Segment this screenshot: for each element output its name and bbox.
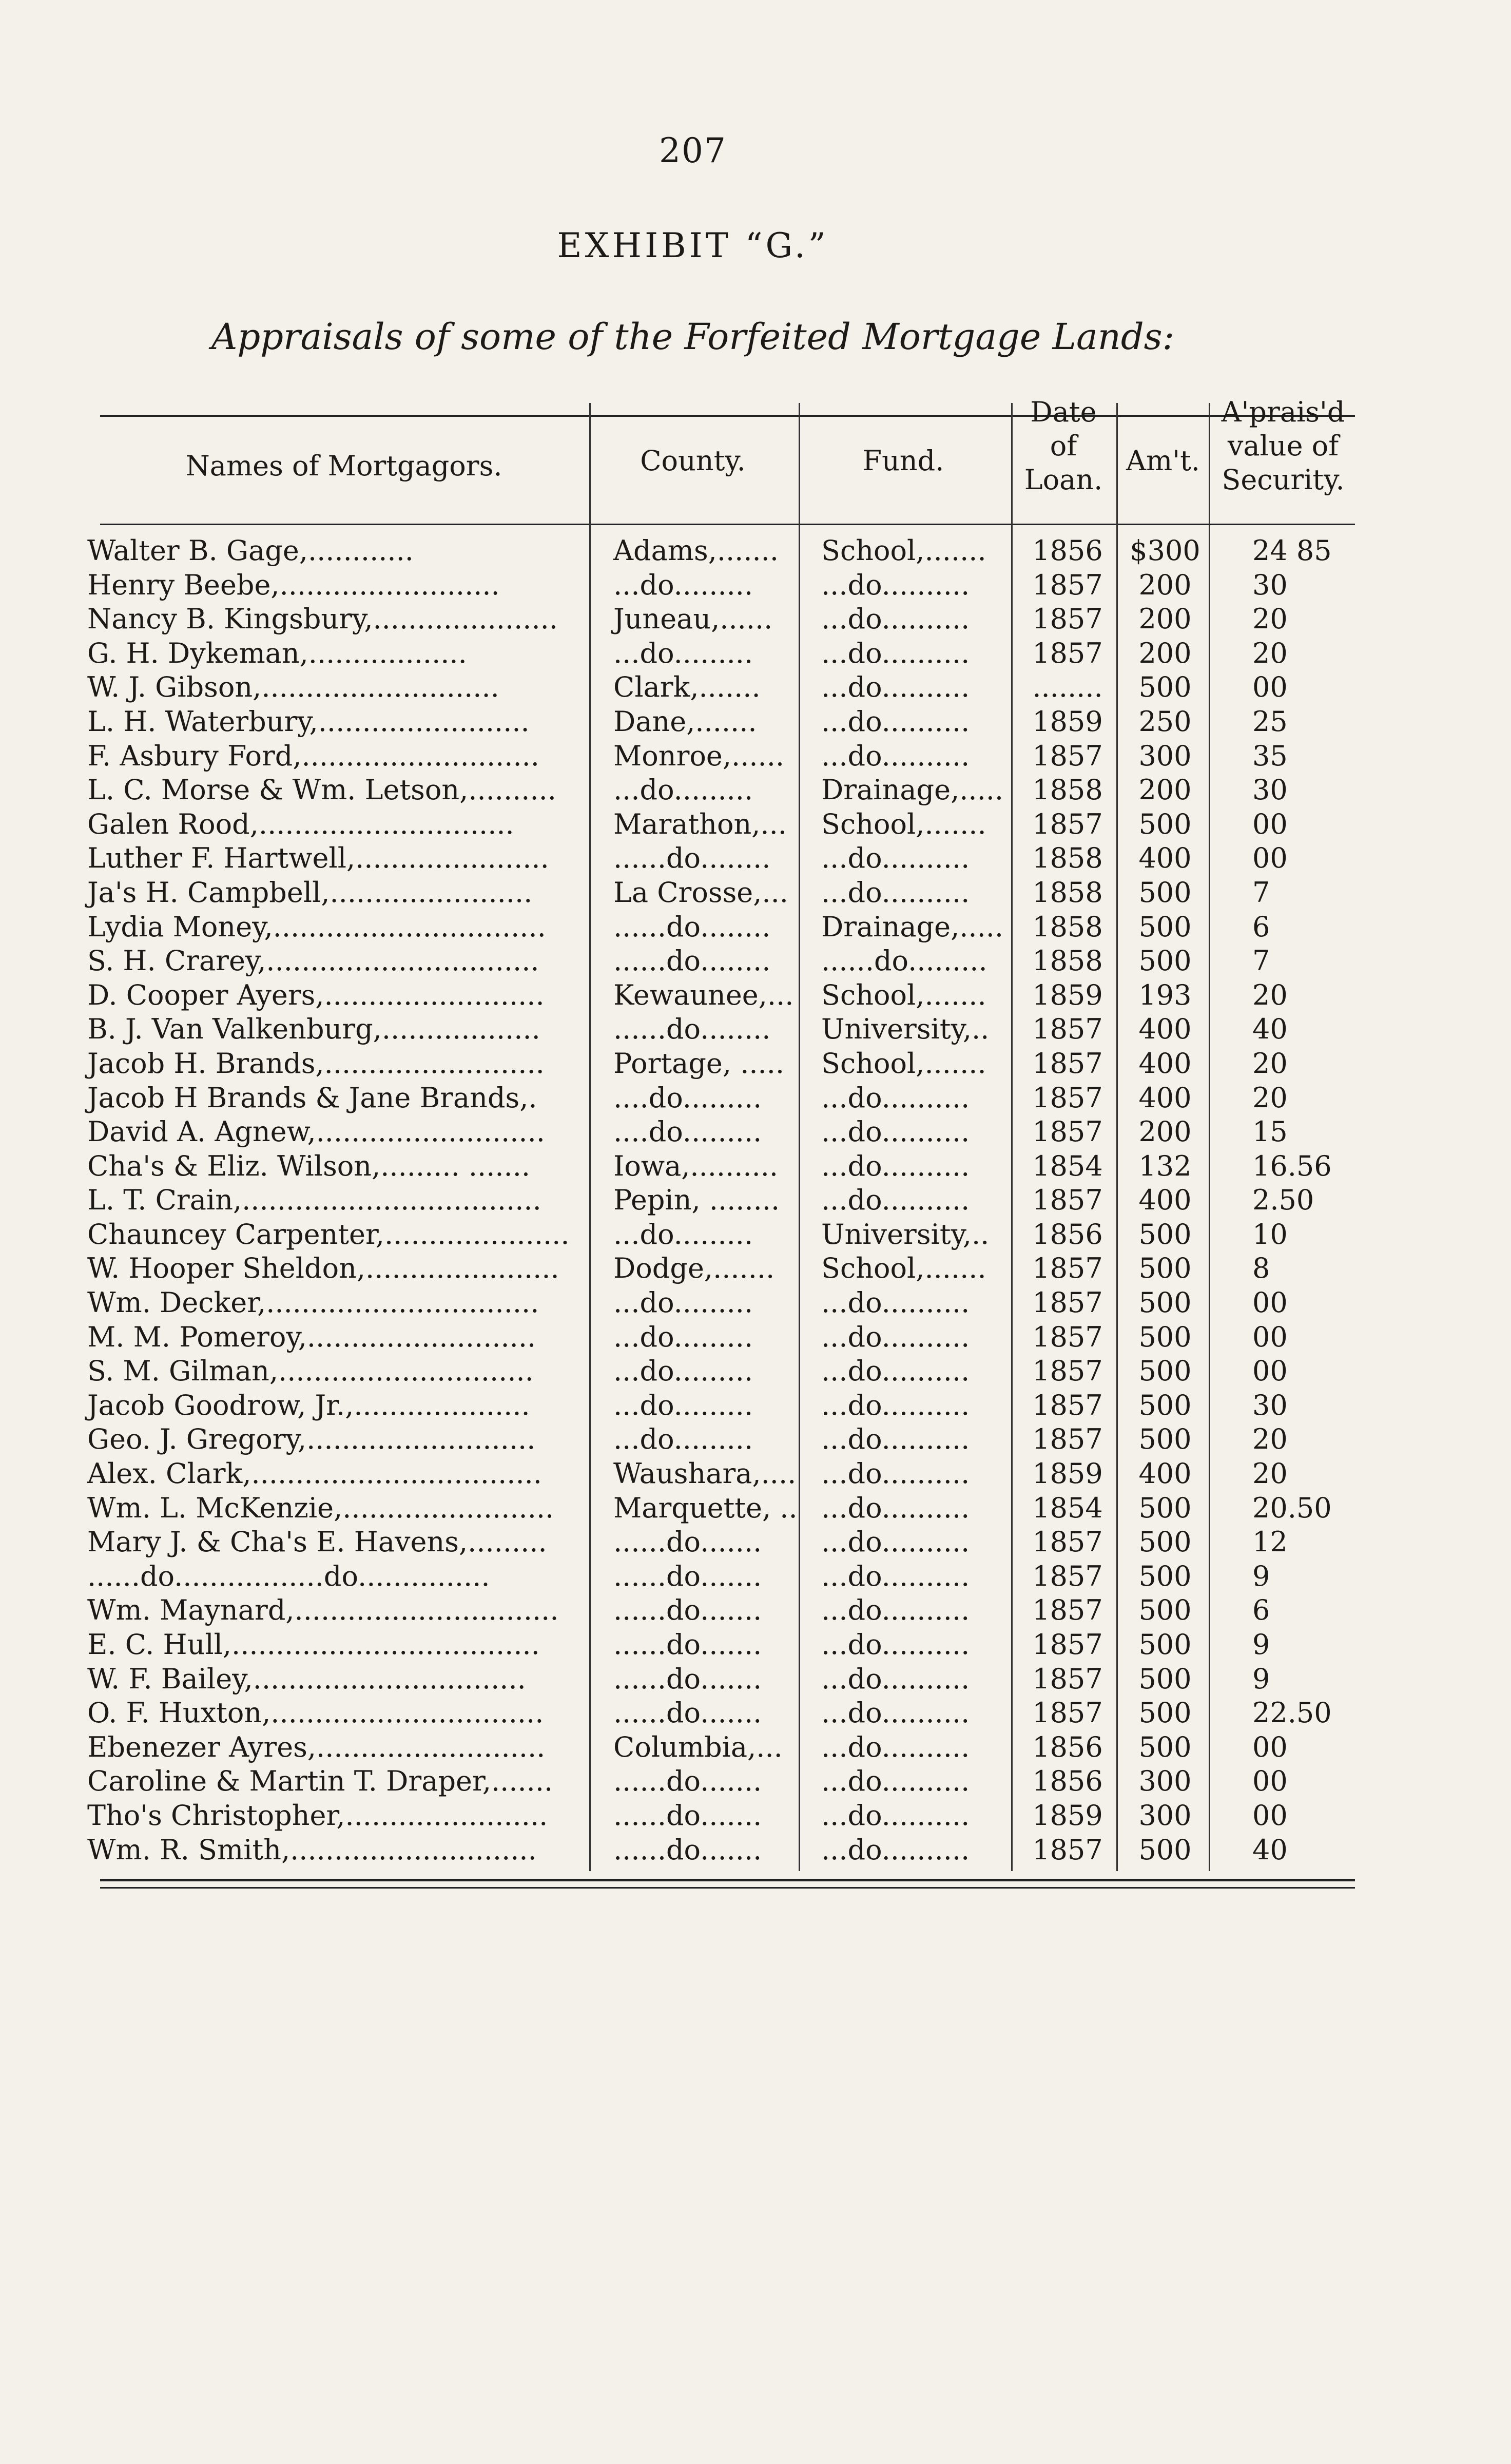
cell-date: 1858 [1032, 842, 1103, 875]
cell-date: 1857 [1032, 1662, 1103, 1695]
table-row [0, 739, 1511, 774]
page-number: 207 [659, 131, 727, 170]
cell-county: Clark,....... [613, 671, 761, 704]
cell-fund: ...do.......... [821, 876, 970, 909]
table-row [0, 1833, 1511, 1868]
cell-county: Kewaunee,... [613, 978, 794, 1011]
cell-name: Lydia Money,............................... [87, 910, 546, 943]
cell-county: Pepin, ........ [613, 1184, 780, 1217]
cell-date: 1857 [1032, 1560, 1103, 1592]
table-row [0, 1149, 1511, 1184]
cell-fund: Drainage,..... [821, 774, 1004, 806]
cell-name: O. F. Huxton,............................... [87, 1697, 544, 1729]
cell-date: 1859 [1032, 1799, 1103, 1832]
cell-county: ......do........ [613, 910, 771, 943]
cell-fund: ...do.......... [821, 637, 970, 669]
cell-amount: 400 [1138, 1457, 1192, 1490]
cell-name: Luther F. Hartwell,...................... [87, 842, 549, 875]
table-row [0, 602, 1511, 637]
cell-fund: ...do.......... [821, 1320, 970, 1353]
cell-name: Geo. J. Gregory,.......................... [87, 1423, 536, 1456]
cell-date: 1856 [1032, 1765, 1103, 1798]
cell-amount: 200 [1138, 568, 1192, 601]
cell-county: ...do......... [613, 1218, 753, 1250]
cell-fund: ...do.......... [821, 1662, 970, 1695]
cell-date: 1857 [1032, 1355, 1103, 1388]
cell-amount: 200 [1138, 774, 1192, 806]
cell-fund: Drainage,..... [821, 910, 1004, 943]
cell-county: ...do......... [613, 1355, 753, 1388]
cell-county: Portage, ..... [613, 1047, 785, 1080]
cell-amount: 500 [1138, 1628, 1192, 1661]
cell-fund: ...do.......... [821, 1730, 970, 1763]
cell-amount: 400 [1138, 1081, 1192, 1114]
cell-date: ........ [1032, 671, 1103, 704]
table-row [0, 1218, 1511, 1252]
header-date [1012, 395, 1115, 497]
table-header [0, 395, 1511, 524]
header-amount: Am't. [1126, 445, 1200, 477]
cell-value: 00 [1252, 807, 1288, 840]
cell-value: 7 [1252, 945, 1270, 977]
cell-name: W. Hooper Sheldon,...................... [87, 1252, 559, 1285]
cell-name: Jacob H. Brands,......................... [87, 1047, 545, 1080]
cell-county: Adams,....... [613, 534, 779, 567]
cell-amount: 400 [1138, 1047, 1192, 1080]
cell-date: 1856 [1032, 534, 1103, 567]
cell-fund: School,....... [821, 534, 986, 567]
cell-county: ...do......... [613, 1286, 753, 1319]
cell-fund: School,....... [821, 1252, 986, 1285]
cell-amount: 500 [1138, 1218, 1192, 1250]
cell-value: 10 [1252, 1218, 1288, 1250]
cell-value: 30 [1252, 774, 1288, 806]
cell-name: Jacob Goodrow, Jr.,.................... [87, 1389, 530, 1421]
cell-value: 7 [1252, 876, 1270, 909]
cell-value: 15 [1252, 1115, 1288, 1148]
cell-name: Caroline & Martin T. Draper,....... [87, 1765, 553, 1798]
table-row [0, 1286, 1511, 1320]
cell-name: Mary J. & Cha's E. Havens,......... [87, 1526, 547, 1558]
cell-fund: ...do.......... [821, 1286, 970, 1319]
table-bottom-rule [100, 1887, 1355, 1889]
cell-date: 1857 [1032, 568, 1103, 601]
cell-value: 30 [1252, 568, 1288, 601]
cell-date: 1857 [1032, 807, 1103, 840]
cell-value: 25 [1252, 705, 1288, 738]
table-row [0, 1457, 1511, 1491]
cell-value: 35 [1252, 739, 1288, 772]
cell-value: 20 [1252, 637, 1288, 669]
cell-fund: ...do.......... [821, 739, 970, 772]
cell-value: 40 [1252, 1833, 1288, 1866]
cell-name: ......do.................do............... [87, 1560, 490, 1592]
cell-name: Wm. L. McKenzie,........................ [87, 1491, 554, 1524]
cell-fund: University,.. [821, 1013, 990, 1046]
cell-value: 20 [1252, 978, 1288, 1011]
table-row [0, 1730, 1511, 1765]
cell-name: L. T. Crain,.................................. [87, 1184, 541, 1217]
cell-fund: ...do.......... [821, 1491, 970, 1524]
cell-fund: ...do.......... [821, 603, 970, 636]
cell-amount: 500 [1138, 1423, 1192, 1456]
header-date-line: Date [1030, 396, 1097, 428]
cell-value: 6 [1252, 910, 1270, 943]
cell-county: Dane,....... [613, 705, 757, 738]
header-fund: Fund. [862, 445, 944, 477]
cell-county: La Crosse,... [613, 876, 788, 909]
cell-fund: University,.. [821, 1218, 990, 1250]
cell-date: 1857 [1032, 1423, 1103, 1456]
cell-amount: 500 [1138, 807, 1192, 840]
cell-name: B. J. Van Valkenburg,.................. [87, 1013, 540, 1046]
cell-fund: ...do.......... [821, 1560, 970, 1592]
table-row [0, 910, 1511, 945]
cell-amount: 500 [1138, 1389, 1192, 1421]
cell-amount: 300 [1138, 1799, 1192, 1832]
cell-value: 2.50 [1252, 1184, 1314, 1217]
cell-fund: School,....... [821, 807, 986, 840]
cell-value: 00 [1252, 842, 1288, 875]
cell-name: L. C. Morse & Wm. Letson,.......... [87, 774, 556, 806]
cell-value: 20 [1252, 603, 1288, 636]
cell-date: 1857 [1032, 637, 1103, 669]
cell-date: 1859 [1032, 1457, 1103, 1490]
cell-county: Columbia,... [613, 1730, 783, 1763]
cell-county: ...do......... [613, 568, 753, 601]
table-row [0, 1081, 1511, 1115]
cell-date: 1854 [1032, 1149, 1103, 1182]
cell-date: 1857 [1032, 1833, 1103, 1866]
table-row [0, 1799, 1511, 1833]
cell-county: ...do......... [613, 1389, 753, 1421]
cell-county: ...do......... [613, 1423, 753, 1456]
table-row [0, 534, 1511, 568]
cell-date: 1857 [1032, 1526, 1103, 1558]
cell-amount: 500 [1138, 1594, 1192, 1627]
header-value [1211, 395, 1355, 497]
cell-fund: ......do......... [821, 945, 987, 977]
cell-amount: 500 [1138, 1560, 1192, 1592]
cell-fund: ...do.......... [821, 1457, 970, 1490]
header-date-line: Loan. [1024, 464, 1103, 496]
cell-name: Cha's & Eliz. Wilson,......... ....... [87, 1149, 531, 1182]
cell-amount: 300 [1138, 1765, 1192, 1798]
cell-date: 1856 [1032, 1730, 1103, 1763]
header-date-line: of [1050, 430, 1077, 462]
table-body [0, 534, 1511, 1867]
cell-county: Marathon,... [613, 807, 787, 840]
cell-value: 00 [1252, 1730, 1288, 1763]
cell-date: 1857 [1032, 739, 1103, 772]
cell-name: M. M. Pomeroy,.......................... [87, 1320, 536, 1353]
cell-county: ......do....... [613, 1799, 762, 1832]
cell-name: S. M. Gilman,............................. [87, 1355, 534, 1388]
cell-value: 00 [1252, 1799, 1288, 1832]
cell-amount: 500 [1138, 910, 1192, 943]
cell-county: ....do......... [613, 1081, 762, 1114]
table-row [0, 1491, 1511, 1526]
cell-value: 00 [1252, 1286, 1288, 1319]
cell-date: 1858 [1032, 910, 1103, 943]
cell-amount: 500 [1138, 876, 1192, 909]
header-county: County. [640, 445, 746, 477]
cell-amount: 500 [1138, 945, 1192, 977]
cell-fund: ...do.......... [821, 842, 970, 875]
cell-name: David A. Agnew,.......................... [87, 1115, 545, 1148]
cell-amount: 500 [1138, 1355, 1192, 1388]
cell-county: ......do....... [613, 1526, 762, 1558]
table-caption: Appraisals of some of the Forfeited Mortgage Lands: [211, 316, 1175, 358]
cell-name: G. H. Dykeman,.................. [87, 637, 467, 669]
cell-name: W. F. Bailey,............................... [87, 1662, 526, 1695]
header-names: Names of Mortgagors. [185, 450, 502, 482]
table-row [0, 944, 1511, 978]
cell-fund: School,....... [821, 1047, 986, 1080]
cell-value: 20 [1252, 1047, 1288, 1080]
cell-value: 00 [1252, 671, 1288, 704]
table-row [0, 1593, 1511, 1628]
cell-county: Marquette, .. [613, 1491, 798, 1524]
table-row [0, 705, 1511, 739]
cell-amount: 200 [1138, 637, 1192, 669]
cell-value: 20 [1252, 1423, 1288, 1456]
cell-value: 24 85 [1252, 534, 1332, 567]
cell-fund: ...do.......... [821, 1526, 970, 1558]
table-row [0, 1764, 1511, 1799]
table-row [0, 978, 1511, 1013]
cell-name: Wm. Decker,............................... [87, 1286, 539, 1319]
cell-amount: 200 [1138, 603, 1192, 636]
cell-value: 00 [1252, 1320, 1288, 1353]
cell-date: 1857 [1032, 1184, 1103, 1217]
cell-county: ......do........ [613, 842, 771, 875]
cell-amount: 500 [1138, 1662, 1192, 1695]
table-row [0, 1422, 1511, 1457]
cell-amount: 250 [1138, 705, 1192, 738]
cell-value: 9 [1252, 1560, 1270, 1592]
cell-name: F. Asbury Ford,........................... [87, 739, 539, 772]
cell-date: 1857 [1032, 1252, 1103, 1285]
cell-value: 00 [1252, 1765, 1288, 1798]
cell-county: Iowa,.......... [613, 1149, 779, 1182]
table-row [0, 807, 1511, 842]
cell-date: 1857 [1032, 1320, 1103, 1353]
table-row [0, 1525, 1511, 1560]
cell-date: 1857 [1032, 1081, 1103, 1114]
cell-county: ...do......... [613, 637, 753, 669]
cell-amount: 500 [1138, 1697, 1192, 1729]
cell-amount: 500 [1138, 1320, 1192, 1353]
cell-value: 20 [1252, 1457, 1288, 1490]
cell-name: E. C. Hull,................................... [87, 1628, 540, 1661]
table-row [0, 1628, 1511, 1662]
cell-value: 20 [1252, 1081, 1288, 1114]
cell-value: 16.56 [1252, 1149, 1332, 1182]
cell-value: 30 [1252, 1389, 1288, 1421]
cell-value: 6 [1252, 1594, 1270, 1627]
cell-name: Chauncey Carpenter,..................... [87, 1218, 570, 1250]
cell-amount: 400 [1138, 842, 1192, 875]
header-value-line: A'prais'd [1221, 396, 1345, 428]
cell-value: 9 [1252, 1628, 1270, 1661]
cell-name: L. H. Waterbury,........................ [87, 705, 530, 738]
cell-name: Henry Beebe,......................... [87, 568, 500, 601]
cell-name: Ebenezer Ayres,.......................... [87, 1730, 546, 1763]
cell-amount: 500 [1138, 1491, 1192, 1524]
cell-county: Waushara,.... [613, 1457, 797, 1490]
cell-name: D. Cooper Ayers,......................... [87, 978, 545, 1011]
cell-county: ......do....... [613, 1765, 762, 1798]
cell-date: 1857 [1032, 1286, 1103, 1319]
cell-county: Monroe,...... [613, 739, 785, 772]
cell-amount: 500 [1138, 671, 1192, 704]
header-value-line: value of [1227, 430, 1339, 462]
cell-county: ....do......... [613, 1115, 762, 1148]
cell-value: 00 [1252, 1355, 1288, 1388]
cell-county: ......do....... [613, 1662, 762, 1695]
table-row [0, 568, 1511, 603]
cell-amount: 500 [1138, 1833, 1192, 1866]
cell-name: Nancy B. Kingsbury,..................... [87, 603, 558, 636]
table-row [0, 841, 1511, 876]
cell-fund: ...do.......... [821, 1697, 970, 1729]
cell-value: 9 [1252, 1662, 1270, 1695]
cell-name: Wm. Maynard,.............................. [87, 1594, 559, 1627]
cell-county: ......do....... [613, 1560, 762, 1592]
table-row [0, 1662, 1511, 1697]
cell-fund: ...do.......... [821, 705, 970, 738]
table-row [0, 773, 1511, 807]
cell-name: Jacob H Brands & Jane Brands,. [87, 1081, 537, 1114]
cell-fund: School,....... [821, 978, 986, 1011]
cell-amount: 200 [1138, 1115, 1192, 1148]
cell-date: 1857 [1032, 1697, 1103, 1729]
cell-fund: ...do.......... [821, 1355, 970, 1388]
cell-name: W. J. Gibson,........................... [87, 671, 499, 704]
cell-value: 40 [1252, 1013, 1288, 1046]
cell-fund: ...do.......... [821, 568, 970, 601]
table-row [0, 1354, 1511, 1389]
header-value-line: Security. [1222, 464, 1345, 496]
table-row [0, 1047, 1511, 1081]
cell-name: Galen Rood,............................. [87, 807, 514, 840]
cell-fund: ...do.......... [821, 1081, 970, 1114]
cell-date: 1857 [1032, 1389, 1103, 1421]
cell-fund: ...do.......... [821, 1765, 970, 1798]
table-row [0, 670, 1511, 705]
table-bottom-rule [100, 1879, 1355, 1881]
cell-county: ...do......... [613, 1320, 753, 1353]
cell-date: 1854 [1032, 1491, 1103, 1524]
cell-county: Juneau,...... [613, 603, 773, 636]
cell-fund: ...do.......... [821, 1115, 970, 1148]
cell-date: 1857 [1032, 1594, 1103, 1627]
cell-county: ...do......... [613, 774, 753, 806]
table-row [0, 1252, 1511, 1286]
cell-date: 1857 [1032, 1115, 1103, 1148]
cell-date: 1856 [1032, 1218, 1103, 1250]
cell-value: 20.50 [1252, 1491, 1332, 1524]
cell-date: 1858 [1032, 945, 1103, 977]
cell-fund: ...do.......... [821, 1423, 970, 1456]
cell-name: S. H. Crarey,............................... [87, 945, 539, 977]
cell-name: Wm. R. Smith,............................ [87, 1833, 537, 1866]
table-row [0, 1696, 1511, 1730]
cell-amount: 193 [1138, 978, 1192, 1011]
cell-amount: 500 [1138, 1286, 1192, 1319]
cell-county: ......do....... [613, 1628, 762, 1661]
cell-date: 1859 [1032, 705, 1103, 738]
exhibit-title: EXHIBIT “G.” [557, 226, 829, 265]
table-row [0, 1560, 1511, 1594]
table-row [0, 1389, 1511, 1423]
cell-value: 22.50 [1252, 1697, 1332, 1729]
cell-amount: 400 [1138, 1184, 1192, 1217]
cell-fund: ...do.......... [821, 1833, 970, 1866]
cell-fund: ...do.......... [821, 1594, 970, 1627]
cell-amount: 500 [1138, 1730, 1192, 1763]
cell-value: 8 [1252, 1252, 1270, 1285]
cell-name: Alex. Clark,................................. [87, 1457, 542, 1490]
cell-fund: ...do.......... [821, 1389, 970, 1421]
cell-name: Ja's H. Campbell,....................... [87, 876, 533, 909]
cell-value: 12 [1252, 1526, 1288, 1558]
cell-county: ......do........ [613, 945, 771, 977]
cell-county: Dodge,....... [613, 1252, 775, 1285]
cell-fund: ...do.......... [821, 1184, 970, 1217]
cell-fund: ...do.......... [821, 1799, 970, 1832]
cell-date: 1858 [1032, 876, 1103, 909]
cell-county: ......do........ [613, 1013, 771, 1046]
cell-county: ......do....... [613, 1697, 762, 1729]
cell-amount: 500 [1138, 1526, 1192, 1558]
cell-county: ......do....... [613, 1833, 762, 1866]
cell-name: Tho's Christopher,....................... [87, 1799, 548, 1832]
cell-date: 1857 [1032, 1628, 1103, 1661]
cell-fund: ...do.......... [821, 671, 970, 704]
cell-date: 1857 [1032, 603, 1103, 636]
cell-amount: 300 [1138, 739, 1192, 772]
header-bottom-rule [100, 524, 1355, 525]
table-row [0, 637, 1511, 671]
cell-amount: $300 [1130, 534, 1200, 567]
cell-name: Walter B. Gage,............ [87, 534, 414, 567]
table-row [0, 876, 1511, 910]
table-row [0, 1012, 1511, 1047]
cell-date: 1857 [1032, 1013, 1103, 1046]
cell-amount: 500 [1138, 1252, 1192, 1285]
cell-date: 1858 [1032, 774, 1103, 806]
table-row [0, 1115, 1511, 1149]
cell-date: 1857 [1032, 1047, 1103, 1080]
table-row [0, 1183, 1511, 1218]
cell-county: ......do....... [613, 1594, 762, 1627]
cell-amount: 132 [1138, 1149, 1192, 1182]
cell-amount: 400 [1138, 1013, 1192, 1046]
cell-fund: ...do.......... [821, 1628, 970, 1661]
cell-date: 1859 [1032, 978, 1103, 1011]
table-row [0, 1320, 1511, 1355]
cell-fund: ...do.......... [821, 1149, 970, 1182]
